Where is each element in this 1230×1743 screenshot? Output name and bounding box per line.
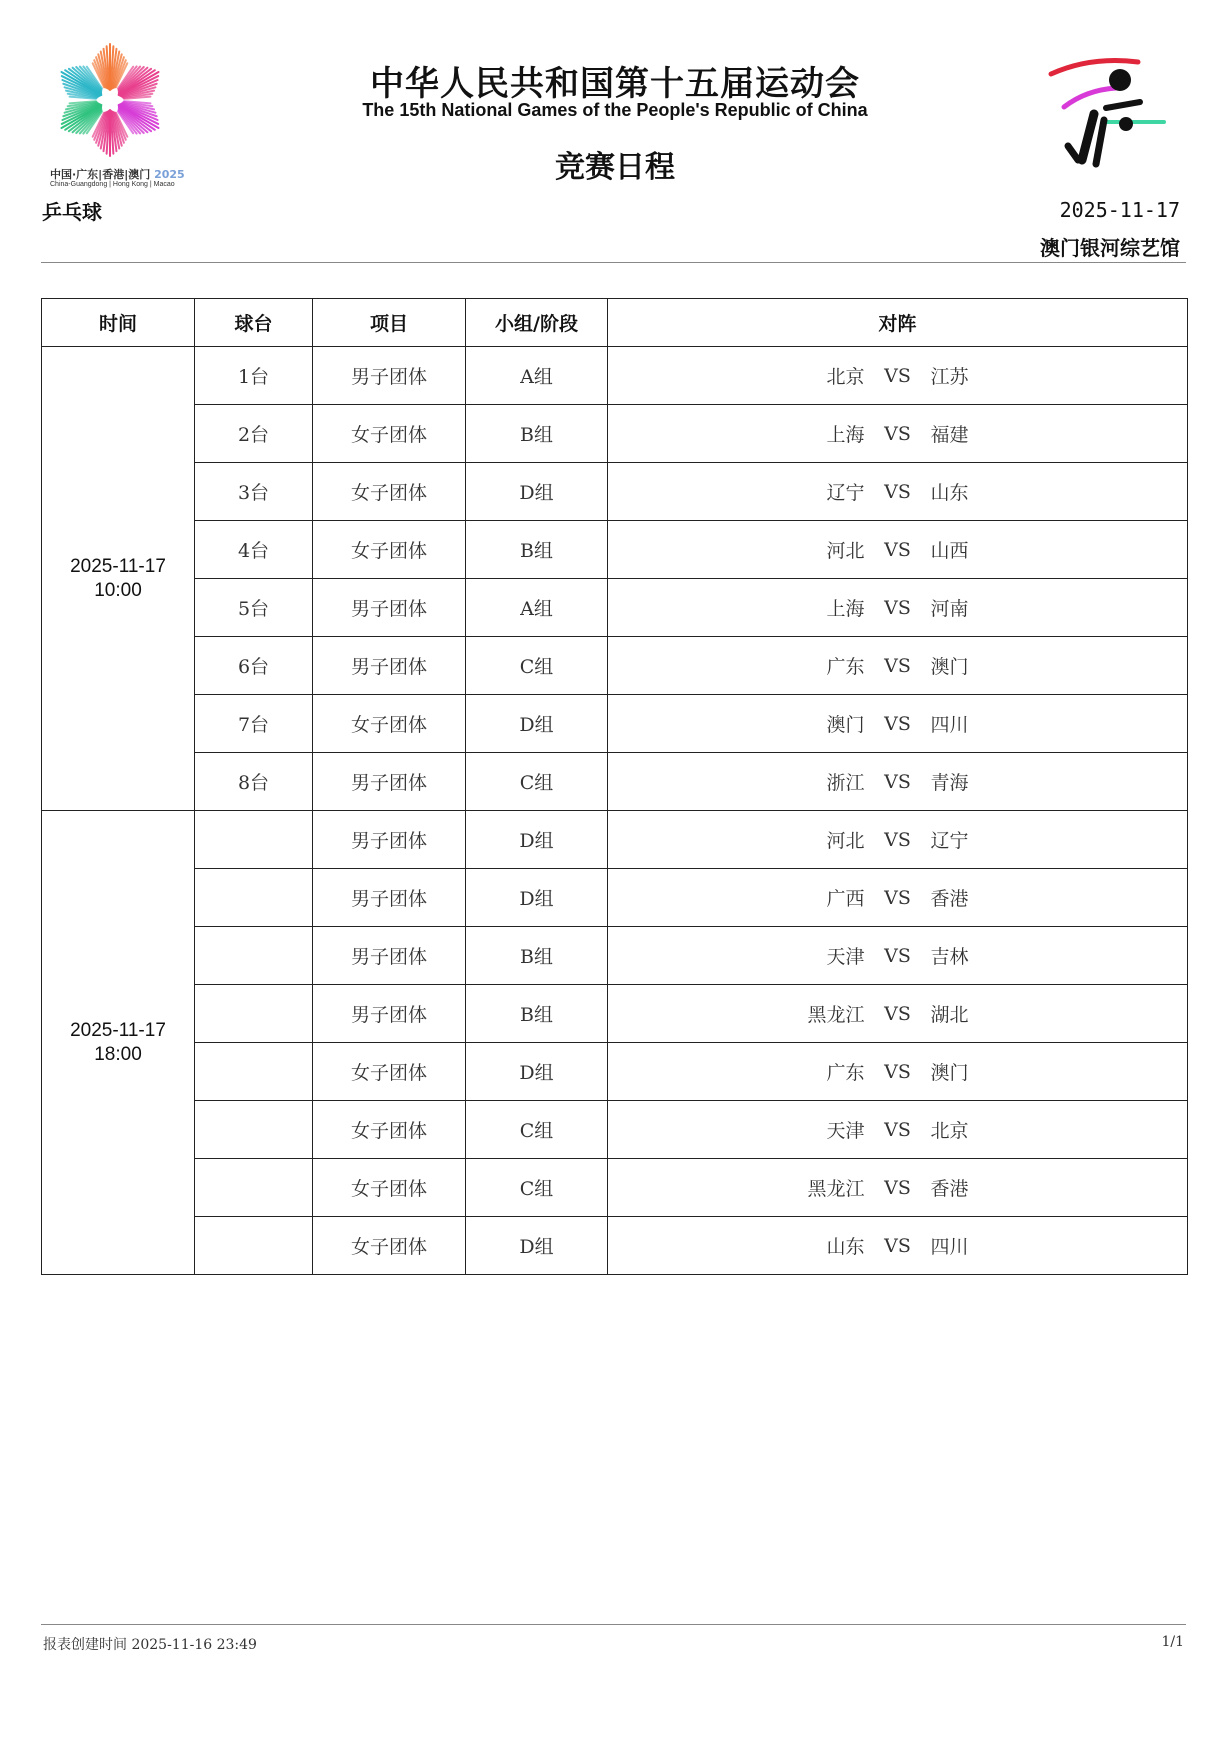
match-cell [608,579,1188,637]
event-cell: 男子团体 [313,579,466,637]
event-cell: 女子团体 [313,405,466,463]
footer-divider [41,1624,1186,1625]
table-header-row [42,299,1188,347]
team-a: 广西 [826,888,865,910]
group-cell: B组 [466,405,608,463]
group-cell: D组 [466,869,608,927]
event-cell: 女子团体 [313,1101,466,1159]
team-b: 辽宁 [930,830,969,852]
table-row [42,869,1188,927]
versus-label: VS [884,480,911,503]
event-cell: 女子团体 [313,1217,466,1275]
versus-label: VS [884,1176,911,1199]
player-head-icon [1109,69,1131,91]
table-number-cell [195,1101,313,1159]
team-b: 湖北 [930,1004,969,1026]
event-cell: 男子团体 [313,347,466,405]
group-cell: D组 [466,463,608,521]
table-number-cell: 2台 [195,405,313,463]
sport-name: 乒乓球 [42,200,102,224]
team-a: 北京 [826,366,865,388]
table-row [42,463,1188,521]
team-a: 河北 [826,540,865,562]
team-b: 山东 [930,482,969,504]
session-time-cell [42,811,195,1275]
session-time: 10:00 [94,579,142,601]
team-a: 黑龙江 [807,1178,865,1200]
team-a: 上海 [826,598,865,620]
team-a: 山东 [826,1236,865,1258]
team-a: 广东 [826,656,865,678]
page-number: 1/1 [1161,1634,1184,1650]
team-a: 上海 [826,424,865,446]
table-number-cell: 3台 [195,463,313,521]
versus-label: VS [884,422,911,445]
group-cell: C组 [466,1159,608,1217]
match-cell [608,753,1188,811]
table-number-cell [195,869,313,927]
team-b: 青海 [930,772,969,794]
paddle-arm-icon [1106,102,1140,108]
table-row [42,695,1188,753]
team-a: 河北 [826,830,865,852]
table-number-cell: 1台 [195,347,313,405]
team-b: 山西 [930,540,969,562]
table-number-cell [195,811,313,869]
match-cell [608,927,1188,985]
match-cell [608,811,1188,869]
col-header-time: 时间 [42,299,195,347]
team-b: 澳门 [930,1062,969,1084]
event-cell: 男子团体 [313,811,466,869]
table-number-cell [195,1159,313,1217]
group-cell: A组 [466,347,608,405]
versus-label: VS [884,944,911,967]
event-cell: 女子团体 [313,463,466,521]
table-number-cell: 5台 [195,579,313,637]
event-cell: 女子团体 [313,1159,466,1217]
team-b: 澳门 [930,656,969,678]
col-header-table: 球台 [195,299,313,347]
versus-label: VS [884,1118,911,1141]
versus-label: VS [884,712,911,735]
table-row [42,1217,1188,1275]
table-row [42,521,1188,579]
player-leg-icon [1096,120,1104,164]
table-row [42,405,1188,463]
player-body-icon [1082,114,1094,160]
session-time: 18:00 [94,1043,142,1065]
motion-arc-magenta [1064,88,1116,107]
team-a: 黑龙江 [807,1004,865,1026]
versus-label: VS [884,1002,911,1025]
group-cell: B组 [466,927,608,985]
ball-icon [1119,117,1133,131]
session-date: 2025-11-17 [70,555,166,577]
table-tennis-pictogram [1046,52,1176,172]
versus-label: VS [884,886,911,909]
group-cell: C组 [466,637,608,695]
table-number-cell [195,1217,313,1275]
match-cell [608,521,1188,579]
table-row [42,347,1188,405]
event-cell: 男子团体 [313,927,466,985]
header-divider [41,262,1186,263]
group-cell: A组 [466,579,608,637]
team-a: 浙江 [826,772,865,794]
match-cell [608,347,1188,405]
team-b: 江苏 [930,366,969,388]
schedule-date: 2025-11-17 [1059,198,1180,222]
session-time-cell [42,347,195,811]
match-cell [608,869,1188,927]
team-b: 吉林 [930,946,969,968]
team-a: 天津 [826,946,865,968]
team-b: 福建 [930,424,969,446]
table-row [42,927,1188,985]
group-cell: D组 [466,695,608,753]
event-cell: 男子团体 [313,869,466,927]
group-cell: D组 [466,811,608,869]
venue-name: 澳门银河综艺馆 [1040,236,1180,260]
versus-label: VS [884,828,911,851]
team-b: 河南 [930,598,969,620]
team-b: 四川 [930,1236,969,1258]
match-cell [608,405,1188,463]
table-row [42,985,1188,1043]
event-cell: 男子团体 [313,637,466,695]
versus-label: VS [884,596,911,619]
versus-label: VS [884,364,911,387]
table-row [42,1043,1188,1101]
group-cell: C组 [466,753,608,811]
table-number-cell: 8台 [195,753,313,811]
match-cell [608,1101,1188,1159]
event-cell: 男子团体 [313,753,466,811]
match-cell [608,463,1188,521]
team-b: 四川 [930,714,969,736]
versus-label: VS [884,1234,911,1257]
col-header-event: 项目 [313,299,466,347]
versus-label: VS [884,770,911,793]
team-b: 香港 [930,1178,969,1200]
logo-caption-en: China-Guangdong | Hong Kong | Macao [50,181,175,188]
table-row [42,1101,1188,1159]
group-cell: D组 [466,1217,608,1275]
team-a: 天津 [826,1120,865,1142]
team-a: 澳门 [826,714,865,736]
table-number-cell [195,1043,313,1101]
event-cell: 女子团体 [313,695,466,753]
versus-label: VS [884,654,911,677]
table-number-cell: 6台 [195,637,313,695]
player-arm-icon [1068,146,1078,160]
table-row [42,753,1188,811]
col-header-group: 小组/阶段 [466,299,608,347]
table-row [42,579,1188,637]
versus-label: VS [884,1060,911,1083]
versus-label: VS [884,538,911,561]
group-cell: B组 [466,985,608,1043]
event-cell: 女子团体 [313,521,466,579]
schedule-table [41,298,1188,1275]
team-a: 广东 [826,1062,865,1084]
page-title: 中华人民共和国第十五届运动会 [370,64,860,104]
table-row [42,811,1188,869]
table-row [42,637,1188,695]
page-title-en: The 15th National Games of the People's Republic of China [362,100,868,120]
table-number-cell: 4台 [195,521,313,579]
event-cell: 男子团体 [313,985,466,1043]
match-cell [608,637,1188,695]
group-cell: C组 [466,1101,608,1159]
table-number-cell [195,985,313,1043]
match-cell [608,985,1188,1043]
page-subtitle: 竞赛日程 [555,150,675,185]
match-cell [608,1159,1188,1217]
match-cell [608,1043,1188,1101]
team-b: 香港 [930,888,969,910]
event-cell: 女子团体 [313,1043,466,1101]
group-cell: B组 [466,521,608,579]
table-number-cell [195,927,313,985]
report-created-time: 报表创建时间 2025-11-16 23:49 [43,1637,257,1653]
col-header-match: 对阵 [608,299,1188,347]
group-cell: D组 [466,1043,608,1101]
table-number-cell: 7台 [195,695,313,753]
team-a: 辽宁 [826,482,865,504]
logo-caption: 中国·广东|香港|澳门 2025 [50,168,185,181]
table-row [42,1159,1188,1217]
match-cell [608,695,1188,753]
match-cell [608,1217,1188,1275]
team-b: 北京 [930,1120,969,1142]
session-date: 2025-11-17 [70,1019,166,1041]
